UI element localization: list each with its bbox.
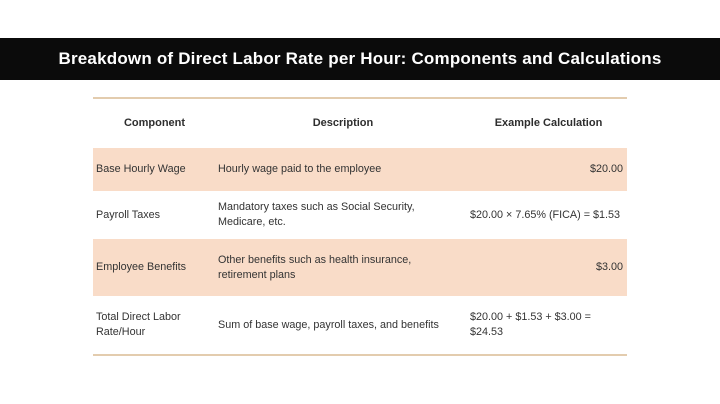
calculation-cell: $20.00 bbox=[589, 163, 623, 176]
description-cell: Other benefits such as health insurance, retirement plans bbox=[218, 253, 412, 281]
page-title: Breakdown of Direct Labor Rate per Hour: Components and Calculations bbox=[58, 49, 662, 68]
table-row bbox=[93, 148, 627, 191]
component-cell: Total Direct Labor Rate/Hour bbox=[96, 311, 181, 338]
component-cell: Payroll Taxes bbox=[96, 208, 161, 221]
description-cell: Sum of base wage, payroll taxes, and benefits bbox=[218, 318, 439, 331]
title-banner bbox=[0, 38, 720, 80]
table-row bbox=[93, 191, 627, 239]
calculation-cell: $3.00 bbox=[595, 261, 623, 274]
calculation-cell: $20.00 + $1.53 + $3.00 = $24.53 bbox=[470, 311, 591, 338]
column-header-description: Description bbox=[312, 117, 374, 130]
column-header-example-calculation: Example Calculation bbox=[494, 117, 603, 130]
component-cell: Base Hourly Wage bbox=[96, 163, 186, 176]
table-row bbox=[93, 239, 627, 296]
table-header-row bbox=[93, 99, 627, 148]
table-row bbox=[93, 296, 627, 354]
component-cell: Employee Benefits bbox=[96, 261, 187, 274]
description-cell: Hourly wage paid to the employee bbox=[218, 163, 382, 176]
calculation-cell: $20.00 × 7.65% (FICA) = $1.53 bbox=[470, 208, 621, 221]
column-header-component: Component bbox=[123, 117, 186, 130]
labor-rate-table bbox=[93, 97, 627, 356]
description-cell: Mandatory taxes such as Social Security, Medicare, etc. bbox=[218, 201, 415, 228]
